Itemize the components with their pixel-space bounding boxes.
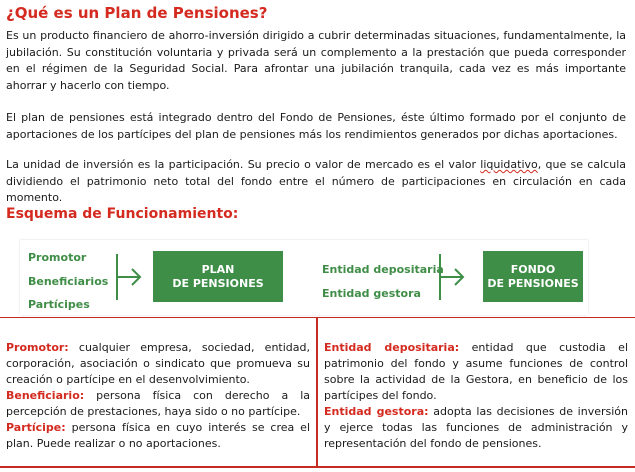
- intro-paragraph: Es un producto financiero de ahorro-inversión dirigido a cubrir determinadas situaciones, fundamentalmente, la jubilación. Su constitución voluntaria y privada será un complemento a la prestación que pueda corresponder en el régimen de la Seguridad Social. Para afrontar una jubilación tranquila, cada vez es más importante ahorrar y hacerlo con tiempo.: [6, 29, 626, 92]
- diagram-label-gestora: Entidad gestora: [322, 287, 421, 300]
- plan-box-line2: DE PENSIONES: [172, 276, 264, 290]
- spellcheck-word[interactable]: liquidativo: [480, 158, 538, 171]
- fondo-box-line1: FONDO: [510, 262, 556, 276]
- definition-text: entidad que custodia el patrimonio del fondo y asume funciones de control sobre la actividad de la Gestora, en beneficio de los partícipes del fondo.: [324, 341, 628, 402]
- arrow-right-icon: [438, 253, 466, 301]
- fondo-de-pensiones-box: [483, 251, 583, 302]
- unit-paragraph-end: , que se calcula dividiendo el patrimonio neto total del fondo entre el número de participaciones en circulación en cada momento.: [6, 158, 626, 204]
- definition-text: persona física con derecho a la percepción de prestaciones, haya sido o no partícipe.: [6, 389, 310, 418]
- table-bottom-border: [0, 466, 635, 468]
- scheme-diagram: [20, 240, 588, 315]
- diagram-label-beneficiarios: Beneficiarios: [28, 275, 109, 288]
- definition-text: adopta las decisiones de inversión y ejerce todas las funciones de administración y representación del fondo de pensiones.: [324, 405, 628, 450]
- column-divider: [316, 318, 318, 468]
- definition-text: cualquier empresa, sociedad, entidad, corporación, asociación o sindicato que promueva su creación o partícipe en el desenvolvimiento.: [6, 341, 310, 386]
- definition-text: persona física en cuyo interés se crea el plan. Puede realizar o no aportaciones.: [6, 421, 310, 450]
- definitions-right: [324, 340, 628, 452]
- diagram-label-participes: Partícipes: [28, 298, 90, 311]
- fondo-box-line2: DE PENSIONES: [487, 276, 579, 290]
- term-depositaria: Entidad depositaria:: [324, 341, 460, 354]
- plan-box-line1: PLAN: [201, 262, 235, 276]
- unit-paragraph: [6, 157, 626, 207]
- definition-depositaria: [324, 340, 628, 404]
- fund-paragraph: El plan de pensiones está integrado dentro del Fondo de Pensiones, éste último formado por el conjunto de aportaciones de los partícipes del plan de pensiones más los rendimientos generados por dichas aportaciones.: [6, 111, 626, 141]
- term-beneficiario: Beneficiario:: [6, 389, 85, 402]
- definition-gestora: [324, 404, 628, 452]
- term-gestora: Entidad gestora:: [324, 405, 429, 418]
- definition-promotor: [6, 340, 310, 388]
- unit-paragraph-start: La unidad de inversión es la participación. Su precio o valor de mercado es el valor: [6, 158, 481, 171]
- term-promotor: Promotor:: [6, 341, 69, 354]
- diagram-label-depositaria: Entidad depositaria: [322, 263, 444, 276]
- definition-participe: [6, 420, 310, 452]
- arrow-right-icon: [115, 253, 143, 301]
- plan-de-pensiones-box: [153, 251, 283, 302]
- term-participe: Partícipe:: [6, 421, 66, 434]
- section-title: Esquema de Funcionamiento:: [6, 206, 239, 222]
- diagram-label-promotor: Promotor: [28, 251, 87, 264]
- definition-beneficiario: [6, 388, 310, 420]
- definitions-left: [6, 340, 310, 452]
- page-title: ¿Qué es un Plan de Pensiones?: [6, 4, 268, 22]
